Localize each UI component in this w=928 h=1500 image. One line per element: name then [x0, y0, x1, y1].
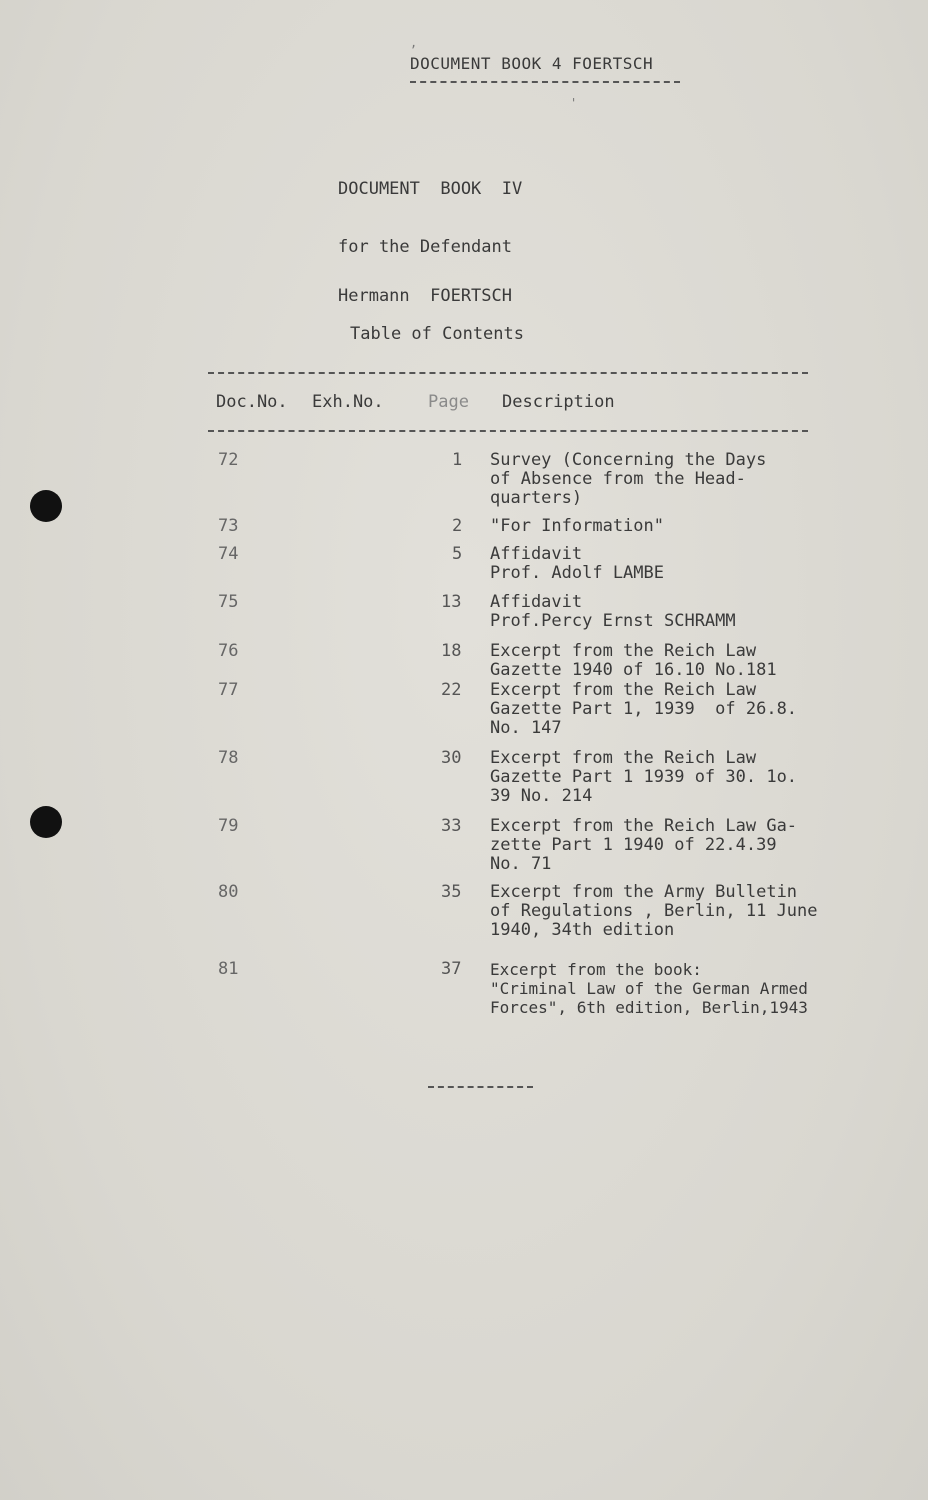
- page-number: 22: [441, 680, 462, 700]
- page-number: 13: [441, 592, 462, 612]
- description: Affidavit Prof.Percy Ernst SCHRAMM: [490, 592, 736, 631]
- doc-number: 79: [218, 816, 239, 836]
- page-number: 5: [452, 544, 463, 564]
- column-header-description: Description: [502, 392, 615, 412]
- description: Survey (Concerning the Days of Absence from the Head- quarters): [490, 450, 767, 508]
- page-number: 33: [441, 816, 462, 836]
- doc-number: 81: [218, 959, 239, 979]
- punch-hole-bottom: [30, 806, 62, 838]
- column-header-exh-no: Exh.No.: [312, 392, 384, 412]
- table-top-rule: [208, 372, 808, 374]
- doc-number: 76: [218, 641, 239, 661]
- running-title: DOCUMENT BOOK 4 FOERTSCH: [410, 54, 654, 73]
- end-rule: [428, 1086, 533, 1088]
- page-number: 18: [441, 641, 462, 661]
- description: Excerpt from the Reich Law Gazette Part 1, 1939 of 26.8. No. 147: [490, 680, 798, 738]
- description: Excerpt from the book: "Criminal Law of the German Armed Forces", 6th edition, Berlin,1943: [490, 960, 808, 1017]
- doc-number: 72: [218, 450, 239, 470]
- page-number: 2: [452, 516, 463, 536]
- defendant-name: Hermann FOERTSCH: [338, 286, 512, 306]
- column-header-page: Page: [428, 392, 469, 412]
- description: "For Information": [490, 516, 664, 536]
- column-header-doc-no: Doc.No.: [216, 392, 288, 412]
- doc-number: 75: [218, 592, 239, 612]
- running-title-underline: [410, 81, 680, 83]
- doc-number: 74: [218, 544, 239, 564]
- table-header-rule: [208, 430, 808, 432]
- for-defendant-line: for the Defendant: [338, 237, 512, 257]
- page-number: 30: [441, 748, 462, 768]
- page-number: 35: [441, 882, 462, 902]
- stray-mark: ': [570, 96, 578, 110]
- description: Affidavit Prof. Adolf LAMBE: [490, 544, 664, 583]
- description: Excerpt from the Army Bulletin of Regulations , Berlin, 11 June 1940, 34th edition: [490, 882, 818, 940]
- doc-number: 73: [218, 516, 239, 536]
- doc-number: 78: [218, 748, 239, 768]
- page-number: 1: [452, 450, 463, 470]
- description: Excerpt from the Reich Law Ga- zette Part 1 1940 of 22.4.39 No. 71: [490, 816, 798, 874]
- stray-mark: ,: [410, 36, 418, 50]
- page-number: 37: [441, 959, 462, 979]
- description: Excerpt from the Reich Law Gazette 1940 of 16.10 No.181: [490, 641, 777, 680]
- document-title: DOCUMENT BOOK IV: [338, 179, 523, 199]
- description: Excerpt from the Reich Law Gazette Part 1 1939 of 30. 1o. 39 No. 214: [490, 748, 798, 806]
- punch-hole-top: [30, 490, 62, 522]
- table-of-contents-heading: Table of Contents: [350, 324, 524, 344]
- doc-number: 77: [218, 680, 239, 700]
- doc-number: 80: [218, 882, 239, 902]
